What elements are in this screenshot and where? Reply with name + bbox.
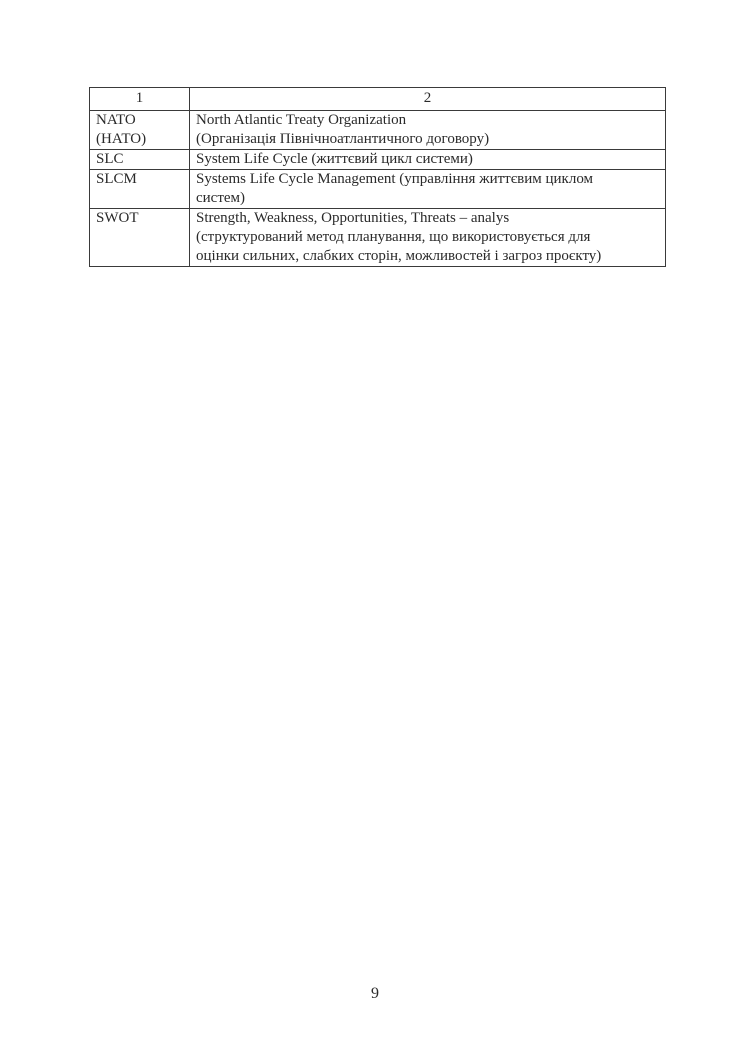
abbreviation-cell (90, 170, 190, 209)
abbreviation-line: SLC (96, 151, 124, 167)
description-cell (190, 170, 666, 209)
abbreviation-line: NATO (96, 112, 136, 128)
abbreviation-line: SLCM (96, 171, 137, 187)
page-number: 9 (371, 985, 379, 1002)
abbreviation-cell (90, 150, 190, 170)
column-header-2: 2 (190, 88, 666, 111)
description-line: (структурований метод планування, що використовується для (196, 229, 591, 245)
abbreviation-line: (НАТО) (96, 131, 147, 147)
table-row (90, 111, 666, 150)
description-line: System Life Cycle (життєвий цикл системи) (196, 151, 473, 167)
abbreviation-cell (90, 111, 190, 150)
table-row (90, 170, 666, 209)
description-cell (190, 209, 666, 267)
abbreviation-line: SWOT (96, 210, 139, 226)
description-cell (190, 111, 666, 150)
description-cell (190, 150, 666, 170)
abbreviations-table (89, 87, 666, 267)
description-line: North Atlantic Treaty Organization (196, 112, 407, 128)
table-row (90, 150, 666, 170)
description-line: оцінки сильних, слабких сторін, можливостей і загроз проєкту) (196, 248, 602, 264)
table-header-row (90, 88, 666, 111)
abbreviation-cell (90, 209, 190, 267)
table-row (90, 209, 666, 267)
column-header-1: 1 (90, 88, 190, 111)
description-line: систем) (196, 190, 246, 206)
description-line: Systems Life Cycle Management (управління життєвим циклом (196, 171, 594, 187)
description-line: Strength, Weakness, Opportunities, Threats – analys (196, 210, 510, 226)
description-line: (Організація Північноатлантичного договору) (196, 131, 490, 147)
